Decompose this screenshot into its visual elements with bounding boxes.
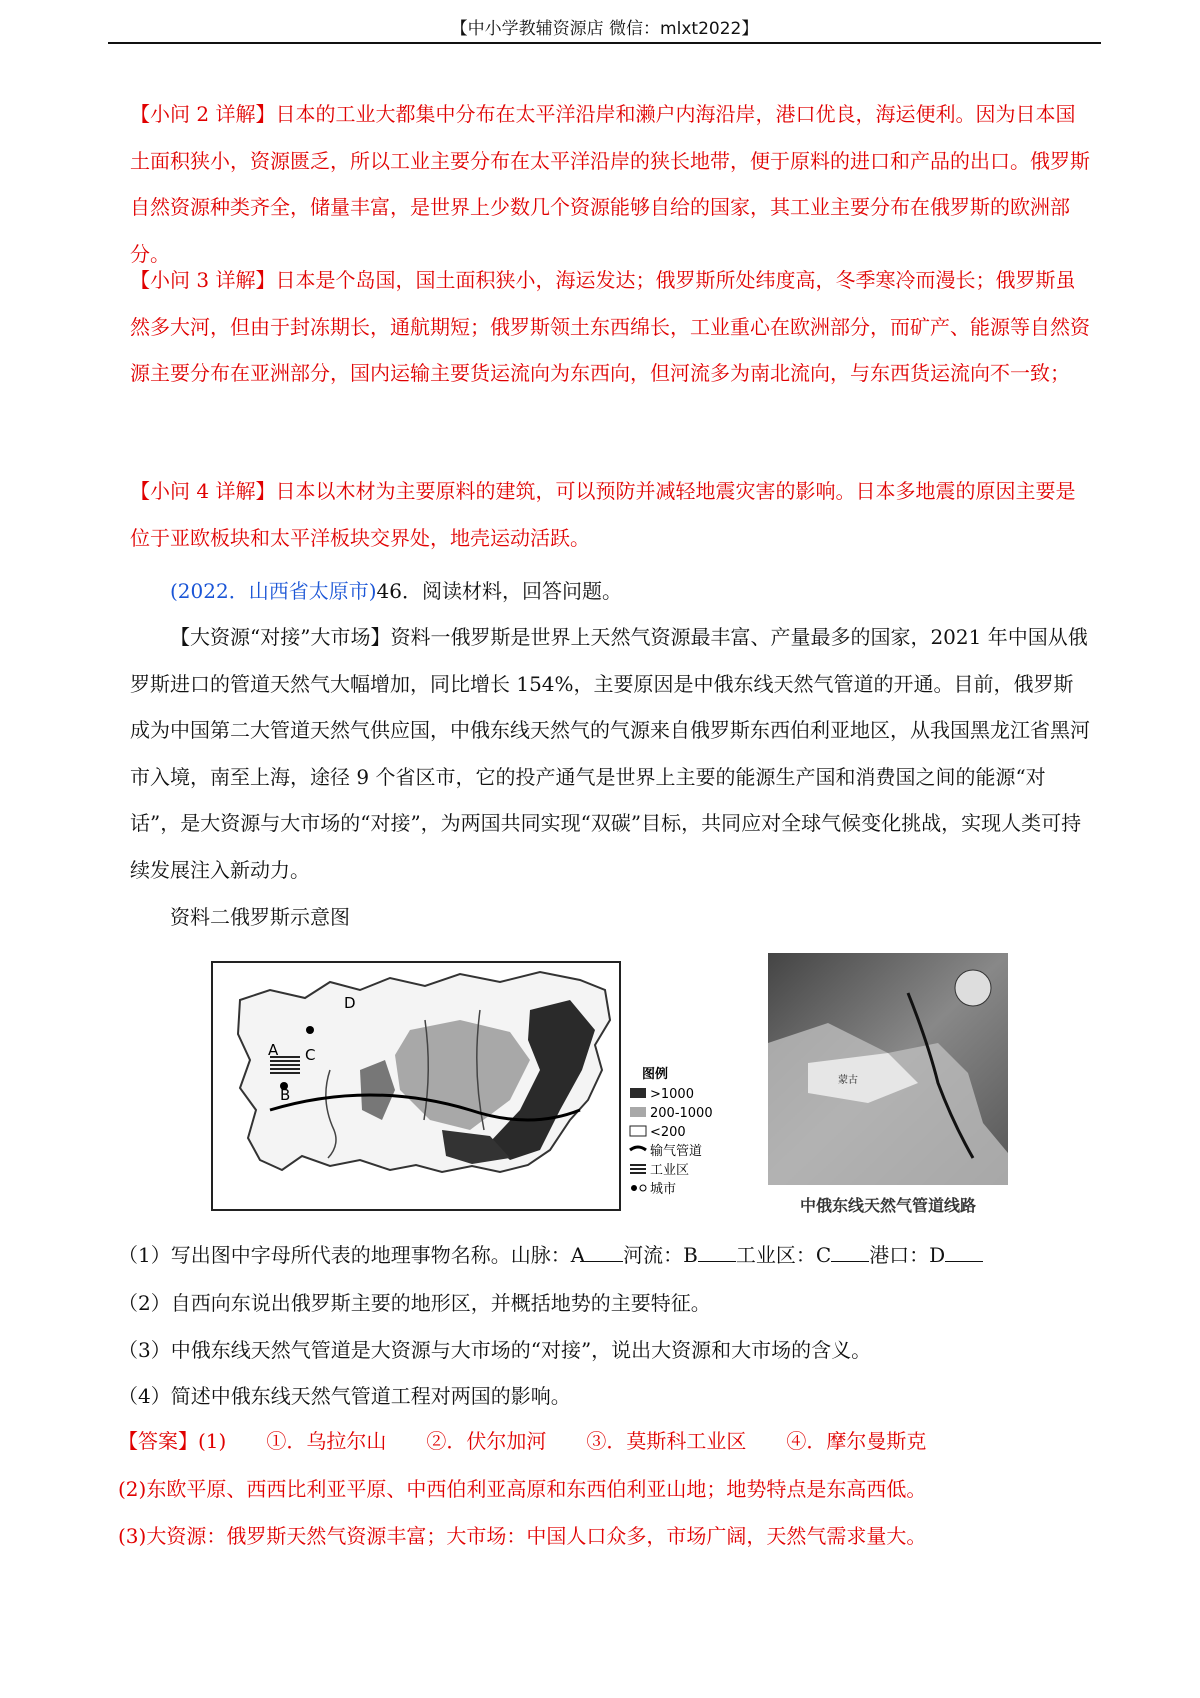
question-number: 46．阅读材料，回答问题。	[376, 579, 622, 603]
legend-swatch-pipeline	[630, 1147, 646, 1150]
answer-1-item-1: ①．乌拉尔山	[266, 1429, 387, 1453]
q4-detail-tag: 【小问 4 详解】	[130, 479, 276, 503]
answer-2: (2)东欧平原、西西比利亚平原、中西伯利亚高原和东西伯利亚山地；地势特点是东高西低。	[118, 1477, 927, 1501]
q1-part-d: 港口：D	[869, 1243, 946, 1267]
answer-1-item-4: ④．摩尔曼斯克	[786, 1429, 927, 1453]
blank-d[interactable]	[945, 1243, 983, 1262]
answer-1-item-3: ③．莫斯科工业区	[586, 1429, 747, 1453]
pipeline-figure-caption: 中俄东线天然气管道线路	[799, 1196, 976, 1215]
blank-a[interactable]	[585, 1243, 623, 1262]
analysis-q2	[130, 91, 1092, 277]
q4-detail-text: 日本以木材为主要原料的建筑，可以预防并减轻地震灾害的影响。日本多地震的原因主要是位于亚欧板块和太平洋板块交界处，地壳运动活跃。	[130, 479, 1076, 550]
analysis-q4	[130, 468, 1092, 561]
answer-1	[118, 1426, 926, 1456]
question-heading	[130, 568, 1092, 615]
map-label-b: B	[280, 1086, 291, 1104]
question-1	[118, 1240, 983, 1270]
q1-part-a: （1）写出图中字母所代表的地理事物名称。山脉：A	[118, 1243, 586, 1267]
question-4: （4）简述中俄东线天然气管道工程对两国的影响。	[118, 1384, 571, 1408]
question-2: （2）自西向东说出俄罗斯主要的地形区，并概括地势的主要特征。	[118, 1291, 711, 1315]
legend-city: 城市	[650, 1182, 677, 1197]
russia-map-figure	[210, 960, 750, 1212]
question-3: （3）中俄东线天然气管道是大资源与大市场的“对接”，说出大资源和大市场的含义。	[118, 1338, 872, 1362]
analysis-q3	[130, 257, 1092, 397]
map2-mongolia-label: 蒙古	[838, 1075, 858, 1086]
q2-detail-text: 日本的工业大都集中分布在太平洋沿岸和濑户内海沿岸，港口优良，海运便利。因为日本国土面积狭小，资源匮乏，所以工业主要分布在太平洋沿岸的狭长地带，便于原料的进口和产品的出口。俄罗斯自然资源种类齐全，储量丰富，是世界上少数几个资源能够自给的国家，其工业主要分布在俄罗斯的欧洲部分。	[130, 102, 1090, 266]
blank-c[interactable]	[831, 1243, 869, 1262]
legend-under-200: <200	[650, 1125, 686, 1140]
q3-detail-text: 日本是个岛国，国土面积狭小，海运发达；俄罗斯所处纬度高，冬季寒冷而漫长；俄罗斯虽然多大河，但由于封冻期长，通航期短；俄罗斯领土东西绵长，工业重心在欧洲部分，而矿产、能源等自然资源主要分布在亚洲部分，国内运输主要货运流向为东西向，但河流多为南北流向，与东西货运流向不一致；	[130, 268, 1090, 385]
pipeline-route-map	[768, 953, 1008, 1185]
city-dot-murmansk	[306, 1026, 314, 1034]
map-label-d: D	[344, 994, 356, 1012]
legend-pipeline: 输气管道	[650, 1144, 703, 1159]
question-source: (2022．山西省太原市)	[170, 579, 377, 603]
q3-detail-tag: 【小问 3 详解】	[130, 268, 276, 292]
globe-inset	[955, 970, 991, 1006]
russia-map	[210, 960, 750, 1212]
legend-swatch-over-1000	[630, 1088, 646, 1098]
answer-3: (3)大资源：俄罗斯天然气资源丰富；大市场：中国人口众多，市场广阔，天然气需求量大。	[118, 1524, 927, 1548]
blank-b[interactable]	[698, 1243, 736, 1262]
answer-1-item-2: ②．伏尔加河	[426, 1429, 547, 1453]
answer-1-num: (1)	[198, 1429, 227, 1453]
q2-detail-tag: 【小问 2 详解】	[130, 102, 276, 126]
map-label-a: A	[268, 1041, 279, 1059]
material-two-label: 资料二俄罗斯示意图	[170, 905, 350, 929]
legend-swatch-industrial	[630, 1164, 646, 1174]
pipeline-route-figure	[768, 953, 1008, 1218]
q1-part-c: 工业区：C	[735, 1243, 832, 1267]
material-one: 【大资源“对接”大市场】资料一俄罗斯是世界上天然气资源最丰富、产量最多的国家，2021 年中国从俄罗斯进口的管道天然气大幅增加，同比增长 154%，主要原因是中俄东线天然气管道的开通。目前，俄罗斯成为中国第二大管道天然气供应国，中俄东线天然气的气源来自俄罗斯东西伯利亚地区，从我国黑龙江省黑河市入境，南至上海，途径 9 个省区市，它的投产通气是世界上主要的能源生产国和消费国之间的能源“对话”，是大资源与大市场的“对接”，为两国共同实现“双碳”目标，共同应对全球气候变化挑战，实现人类可持续发展注入新动力。	[130, 625, 1090, 882]
legend-swatch-city-dot	[631, 1185, 637, 1191]
legend-industrial: 工业区	[650, 1163, 690, 1178]
map-label-c: C	[305, 1046, 316, 1064]
q1-part-b: 河流：B	[623, 1243, 698, 1267]
legend-swatch-under-200	[630, 1126, 646, 1136]
industrial-zone	[270, 1056, 300, 1076]
legend-over-1000: >1000	[650, 1087, 694, 1102]
legend-200-1000: 200-1000	[650, 1106, 713, 1121]
page-header: 【中小学教辅资源店 微信：mlxt2022】	[108, 8, 1101, 44]
legend-swatch-200-1000	[630, 1107, 646, 1117]
answer-tag: 【答案】	[118, 1429, 198, 1453]
legend-title: 图例	[642, 1067, 669, 1082]
legend-swatch-city-ring	[640, 1185, 646, 1191]
